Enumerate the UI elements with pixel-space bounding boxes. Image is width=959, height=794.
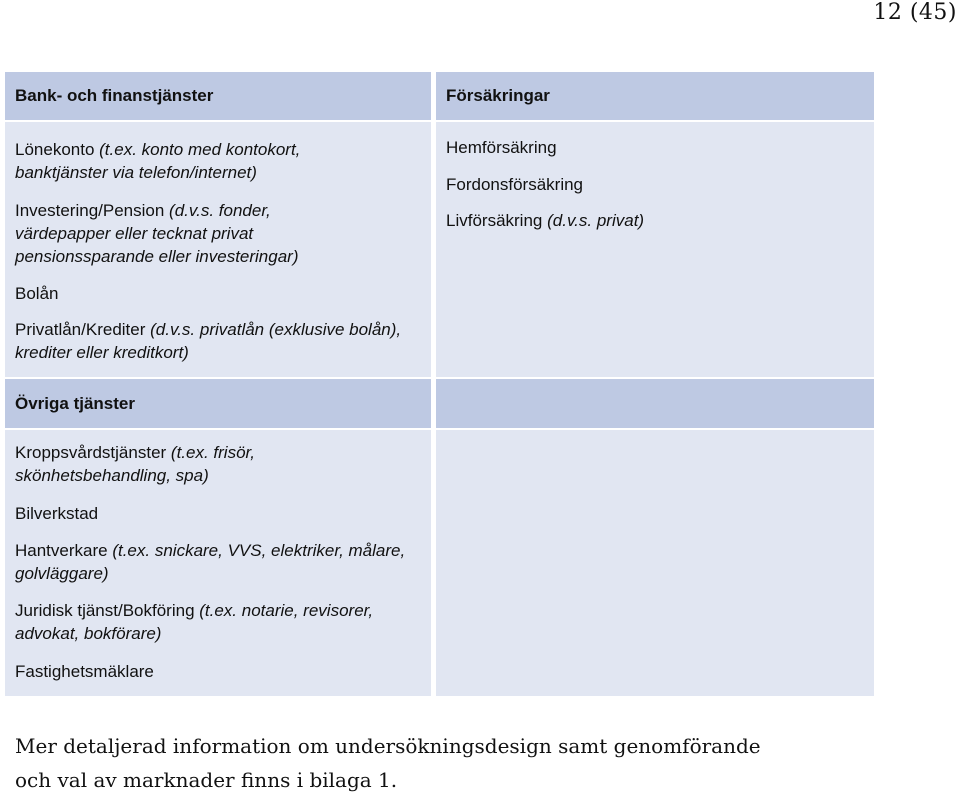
list-item: Bolån	[15, 284, 59, 303]
insurance-title: Försäkringar	[446, 86, 550, 105]
insurance-header	[436, 72, 874, 120]
footer-note	[15, 729, 761, 794]
list-item: Fordonsförsäkring	[446, 175, 584, 194]
list-item: Privatlån/Krediter (d.v.s. privatlån (exklusive bolån), krediter eller kreditkort)	[15, 320, 402, 362]
list-item: Investering/Pension (d.v.s. fonder, värdepapper eller tecknat privat pensionssparande eller investeringar)	[15, 201, 299, 266]
list-item: Hantverkare (t.ex. snickare, VVS, elektriker, målare, golvläggare)	[15, 541, 406, 583]
list-item: Livförsäkring (d.v.s. privat)	[446, 211, 645, 230]
list-item: Lönekonto (t.ex. konto med kontokort, banktjänster via telefon/internet)	[15, 140, 301, 182]
list-item: Bilverkstad	[15, 504, 99, 523]
services-table	[5, 72, 874, 696]
footer-line: Mer detaljerad information om undersökningsdesign samt genomförande	[15, 734, 761, 758]
list-item: Hemförsäkring	[446, 138, 557, 157]
bank-services-cell	[5, 122, 431, 377]
bank-services-title: Bank- och finanstjänster	[15, 86, 214, 105]
other-services-title: Övriga tjänster	[15, 393, 135, 413]
empty-header-cell	[436, 379, 874, 428]
list-item: Juridisk tjänst/Bokföring (t.ex. notarie, revisorer, advokat, bokförare)	[15, 601, 374, 643]
other-services-cell	[5, 430, 431, 696]
list-item: Kroppsvårdstjänster (t.ex. frisör, skönhetsbehandling, spa)	[15, 443, 255, 485]
bank-services-header	[5, 72, 431, 120]
list-item: Fastighetsmäklare	[15, 662, 154, 681]
insurance-cell	[436, 122, 874, 377]
empty-body-cell	[436, 430, 874, 696]
page-number: 12 (45)	[873, 0, 957, 25]
footer-line: och val av marknader finns i bilaga 1.	[15, 768, 398, 792]
other-services-header	[5, 379, 431, 428]
